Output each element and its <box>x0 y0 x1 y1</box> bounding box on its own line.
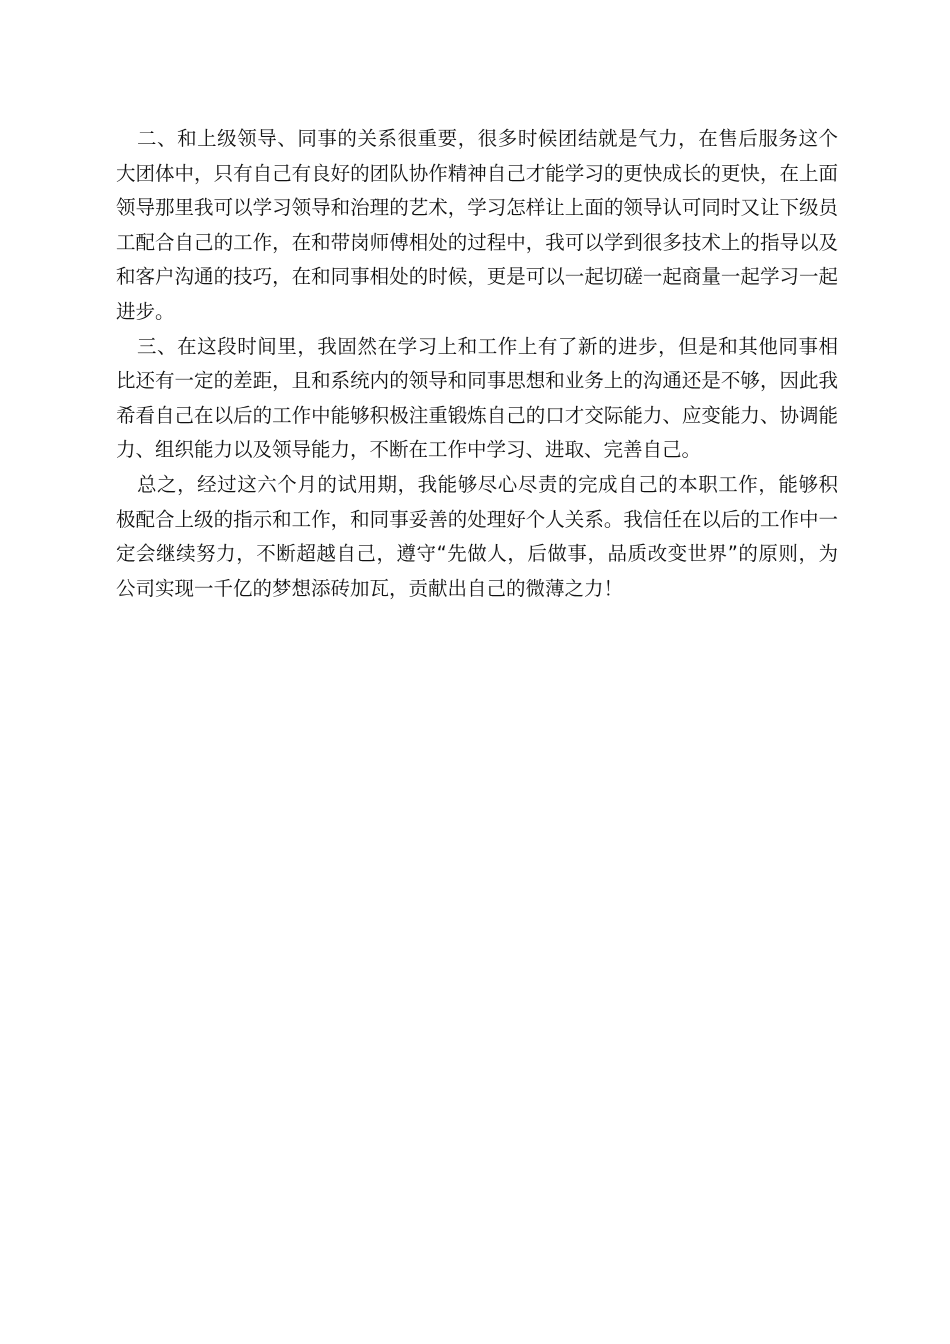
document-body <box>116 122 838 606</box>
paragraph-improvement: 三、在这段时间里，我固然在学习上和工作上有了新的进步，但是和其他同事相比还有一定的差距，且和系统内的领导和同事思想和业务上的沟通还是不够，因此我希看自己在以后的工作中能够积极注重锻炼自己的口才交际能力、应变能力、协调能力、组织能力以及领导能力，不断在工作中学习、进取、完善自己。 <box>116 334 838 462</box>
paragraph-relationships: 二、和上级领导、同事的关系很重要，很多时候团结就是气力，在售后服务这个大团体中，只有自己有良好的团队协作精神自己才能学习的更快成长的更快，在上面领导那里我可以学习领导和治理的艺术，学习怎样让上面的领导认可同时又让下级员工配合自己的工作，在和带岗师傅相处的过程中，我可以学到很多技术上的指导以及和客户沟通的技巧，在和同事相处的时候，更是可以一起切磋一起商量一起学习一起进步。 <box>116 127 838 323</box>
paragraph-conclusion: 总之，经过这六个月的试用期，我能够尽心尽责的完成自己的本职工作，能够积极配合上级的指示和工作，和同事妥善的处理好个人关系。我信任在以后的工作中一定会继续努力，不断超越自己，遵守“先做人，后做事，品质改变世界”的原则，为公司实现一千亿的梦想添砖加瓦，贡献出自己的微薄之力！ <box>116 472 838 600</box>
